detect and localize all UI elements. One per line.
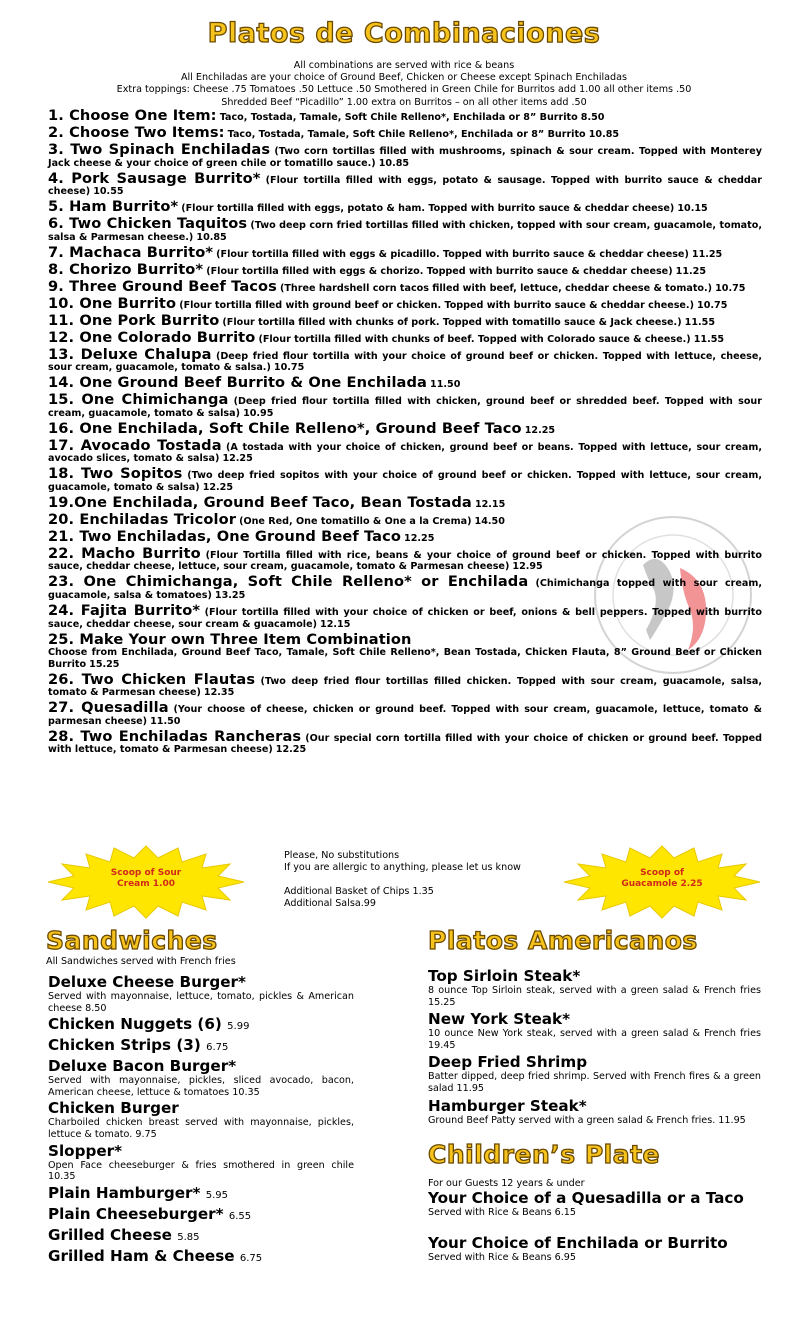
combo-price: 10.75 (715, 282, 746, 294)
combo-item (48, 169, 762, 198)
combo-item (48, 630, 762, 671)
combo-price: 12.25 (524, 424, 556, 436)
item-name (48, 1037, 354, 1056)
combo-name: 27. Quesadilla (48, 699, 169, 717)
combo-description: (Two deep fried flour tortillas filled chicken. Topped with sour cream, guacamole, salsa, tomato & Parmesan cheese) (48, 675, 762, 699)
menu-item (428, 968, 761, 1008)
menu-item (48, 1016, 354, 1035)
sandwiches-title: Sandwiches (46, 926, 218, 955)
menu-item (428, 1011, 761, 1051)
combo-price: 11.55 (684, 316, 716, 328)
combo-name: 9. Three Ground Beef Tacos (48, 277, 277, 295)
intro-notes (0, 60, 808, 109)
item-title: Slopper* (48, 1141, 123, 1160)
combo-name: 12. One Colorado Burrito (48, 328, 256, 346)
combo-name: 21. Two Enchiladas, One Ground Beef Taco (48, 527, 401, 545)
menu-item (48, 1206, 354, 1225)
menu-item (428, 1190, 761, 1219)
combo-description: (Your choose of cheese, chicken or ground beef. Topped with sour cream, guacamole, lettuce, tomato & parmesan cheese) (48, 704, 762, 727)
combo-item (48, 391, 762, 419)
combo-item (48, 465, 762, 493)
combo-price: 12.35 (203, 687, 235, 699)
combo-name: 8. Chorizo Burrito* (48, 260, 204, 278)
combo-price: 14.50 (474, 515, 505, 527)
item-name (428, 1235, 761, 1252)
americanos-title: Platos Americanos (428, 926, 698, 955)
menu-item (48, 1185, 354, 1204)
combo-description: (Flour Tortilla filled with rice, beans & your choice of ground beef or chicken. Topped with burrito sauce, cheddar cheese, lettuce, sour cream, guacamole, tomato & Parmesan cheese) (48, 549, 762, 573)
sour-cream-burst (46, 844, 246, 920)
combo-name: 19.One Enchilada, Ground Beef Taco, Bean Tostada (48, 493, 472, 511)
item-title: Chicken Strips (3) (48, 1036, 201, 1055)
combo-description: (Two deep fried sopitos with your choice of ground beef or chicken. Topped with lettuce, sour cream, guacamole, tomato & salsa) (48, 470, 762, 493)
combo-name: 6. Two Chicken Taquitos (48, 215, 248, 233)
combo-name: 18. Two Sopitos (48, 465, 183, 483)
combo-item (48, 419, 762, 437)
item-name (48, 1248, 354, 1267)
item-name (428, 1190, 761, 1207)
item-name (428, 1011, 761, 1028)
combo-description: (Flour tortilla filled with ground beef or chicken. Topped with burrito sauce & cheddar cheese.) (179, 299, 694, 311)
combo-price: 10.95 (243, 407, 274, 419)
item-title: Plain Hamburger* (48, 1183, 201, 1202)
item-name (48, 1058, 354, 1075)
menu-item (48, 1227, 354, 1246)
combo-name: 22. Macho Burrito (48, 544, 201, 562)
combo-price: 8.50 (580, 112, 605, 123)
item-description: 8 ounce Top Sirloin steak, served with a green salad & French fries 15.25 (428, 985, 761, 1008)
item-name (48, 1206, 354, 1225)
combo-item (48, 436, 762, 465)
item-title: Your Choice of a Quesadilla or a Taco (428, 1189, 744, 1207)
combo-price: 10.55 (93, 186, 124, 198)
combo-price: 12.25 (202, 481, 234, 493)
combo-name: 11. One Pork Burrito (48, 311, 220, 329)
item-description: Served with mayonnaise, pickles, sliced avocado, bacon, American cheese, lettuce & tomatoes 10.35 (48, 1075, 354, 1098)
menu-item (48, 1037, 354, 1056)
combo-description: (A tostada with your choice of chicken, ground beef or beans. Topped with lettuce, sour cream, avocado slices, tomato & salsa) (48, 441, 762, 465)
combo-description: (Three hardshell corn tacos filled with beef, lettuce, cheddar cheese & tomato.) (280, 282, 713, 294)
combo-item (48, 311, 762, 329)
combo-item (48, 345, 763, 374)
item-name (428, 1054, 761, 1071)
combo-name: 14. One Ground Beef Burrito & One Enchilada (48, 374, 427, 392)
combo-price: 13.25 (214, 590, 246, 601)
combo-price: 12.25 (404, 532, 435, 544)
item-title: Chicken Burger (48, 1099, 179, 1118)
combo-price: 10.85 (588, 128, 620, 140)
combination-list (48, 107, 763, 759)
combo-description: (One Red, One tomatillo & One a la Crema) (239, 515, 472, 527)
combo-item (48, 374, 762, 392)
intro-line: Shredded Beef “Picadillo” 1.00 extra on Burritos – on all other items add .50 (221, 96, 587, 108)
item-price: 6.55 (228, 1210, 252, 1222)
item-description: Served with Rice & Beans 6.95 (428, 1251, 577, 1263)
combo-name: 13. Deluxe Chalupa (48, 345, 212, 363)
combo-item (48, 699, 762, 727)
item-name (48, 1143, 354, 1160)
combo-price: 10.85 (196, 231, 227, 243)
item-description: Charboiled chicken breast served with mayonnaise, pickles, lettuce & tomato. 9.75 (48, 1117, 354, 1140)
combo-price: 10.75 (273, 362, 305, 374)
combo-description: (Flour tortilla filled with eggs & picadillo. Topped with burrito sauce & cheddar cheese) (216, 248, 689, 260)
combo-price: 12.25 (275, 744, 307, 756)
combo-price: 12.95 (512, 561, 543, 573)
combo-description: (Deep fried flour tortilla filled with chicken, ground beef or shredded beef. Topped with sour cream, guacamole, tomato & salsa) (48, 396, 762, 419)
note-line: Additional Salsa.99 (284, 898, 376, 909)
combo-name: 23. One Chimichanga, Soft Chile Relleno* or Enchilada (48, 573, 529, 591)
note-line: Additional Basket of Chips 1.35 (284, 886, 434, 897)
combo-description: Taco, Tostada, Tamale, Soft Chile Relleno*, Enchilada or 8” Burrito (227, 128, 586, 140)
intro-line: Extra toppings: Cheese .75 Tomatoes .50 Lettuce .50 Smothered in Green Chile for Burritos add 1.00 all other items .50 (116, 84, 692, 96)
sour-cream-label: Scoop of Sour Cream 1.00 (110, 868, 182, 889)
item-title: Top Sirloin Steak* (428, 967, 581, 985)
item-description: Served with mayonnaise, lettuce, tomato, pickles & American cheese 8.50 (48, 991, 354, 1014)
menu-item (48, 1143, 354, 1183)
item-title: Hamburger Steak* (428, 1096, 587, 1115)
guacamole-label: Scoop of Guacamole 2.25 (621, 868, 703, 889)
item-title: Chicken Nuggets (6) (48, 1015, 222, 1034)
item-description: Open Face cheeseburger & fries smothered in green chile 10.35 (48, 1159, 354, 1183)
combo-name: 2. Choose Two Items: (48, 123, 225, 141)
combo-item (48, 107, 762, 124)
menu-item (428, 1054, 761, 1094)
item-title: Your Choice of Enchilada or Burrito (428, 1233, 728, 1252)
item-title: Plain Cheeseburger* (48, 1204, 224, 1223)
item-name (48, 974, 354, 991)
combo-item (48, 123, 762, 141)
item-description: Ground Beef Patty served with a green salad & French fries. 11.95 (428, 1114, 746, 1126)
menu-item (48, 1248, 354, 1267)
combo-item (48, 601, 762, 630)
guacamole-burst (562, 844, 762, 920)
combo-name: 3. Two Spinach Enchiladas (48, 140, 271, 158)
combo-item (48, 544, 762, 573)
sandwiches-note: All Sandwiches served with French fries (46, 956, 236, 967)
note-line: If you are allergic to anything, please let us know (284, 862, 521, 873)
menu-item (428, 1098, 761, 1127)
childrens-note: For our Guests 12 years & under (428, 1178, 585, 1189)
item-title: Deluxe Cheese Burger* (48, 973, 246, 991)
item-name (48, 1016, 354, 1035)
combo-item (48, 294, 762, 312)
combo-description: (Flour tortilla filled with eggs, potato & ham. Topped with burrito sauce & cheddar cheese) (181, 203, 675, 215)
combo-item (48, 198, 762, 216)
combo-item (48, 215, 762, 243)
childrens-list (428, 1190, 761, 1263)
combo-description: (Flour tortilla filled with chunks of pork. Topped with tomatillo sauce & Jack cheese.) (222, 316, 682, 328)
combo-description: (Our special corn tortilla filled with your choice of chicken or ground beef. Topped with lettuce, tomato & Parmesan cheese) (48, 732, 762, 756)
item-title: Deep Fried Shrimp (428, 1053, 588, 1072)
sandwiches-list (48, 974, 354, 1267)
combo-item (48, 328, 762, 346)
intro-line: All Enchiladas are your choice of Ground Beef, Chicken or Cheese except Spinach Enchiladas (180, 72, 628, 84)
childrens-title: Children’s Plate (428, 1140, 661, 1169)
combo-item (48, 260, 762, 278)
item-name (428, 1098, 761, 1115)
combo-name: 20. Enchiladas Tricolor (48, 510, 236, 528)
item-name (48, 1100, 354, 1117)
combo-name: 28. Two Enchiladas Rancheras (48, 727, 302, 745)
combo-name: 5. Ham Burrito* (48, 198, 179, 216)
combo-name: 7. Machaca Burrito* (48, 243, 214, 261)
combo-price: 10.15 (677, 203, 708, 215)
item-description: Batter dipped, deep fried shrimp. Served with French fires & a green salad 11.95 (428, 1071, 761, 1094)
item-description: 10 ounce New York steak, served with a green salad & French fries 19.45 (428, 1028, 761, 1051)
combo-name: 17. Avocado Tostada (48, 436, 222, 454)
menu-item (48, 974, 354, 1014)
item-name (48, 1185, 354, 1204)
combo-description: (Flour tortilla filled with your choice of chicken or beef, onions & bell peppers. Topped with burrito sauce, cheddar cheese, sour cream & guacamole) (48, 606, 762, 630)
combo-item (48, 727, 762, 756)
combo-name: 26. Two Chicken Flautas (48, 670, 256, 688)
item-title: Deluxe Bacon Burger* (48, 1057, 237, 1076)
combo-price: 10.85 (378, 157, 410, 169)
menu-item (48, 1058, 354, 1098)
combo-description: (Two deep corn fried tortillas filled with chicken, topped with sour cream, guacamole, tomato, salsa & Parmesan cheese.) (48, 220, 762, 243)
americanos-list (428, 968, 761, 1126)
notes-block (284, 850, 521, 910)
note-line: Please, No substitutions (284, 850, 400, 861)
combo-item (48, 140, 762, 169)
combo-name: 15. One Chimichanga (48, 391, 229, 409)
combo-item (48, 510, 762, 528)
combo-description: Choose from Enchilada, Ground Beef Taco, Tamale, Soft Chile Relleno*, Bean Tostada, Chicken Flauta, 8” Ground Beef or Chicken Burrito (48, 647, 762, 670)
combo-description: (Flour tortilla filled with eggs & chorizo. Topped with burrito sauce & cheddar cheese) (206, 265, 673, 277)
combo-item (48, 277, 762, 295)
combo-description: (Flour tortilla filled with chunks of beef. Topped with Colorado sauce & cheese.) (258, 333, 691, 345)
combo-name: 25. Make Your own Three Item Combination (48, 630, 412, 648)
combo-price: 12.25 (222, 453, 253, 465)
item-price: 6.75 (206, 1042, 229, 1054)
combo-name: 24. Fajita Burrito* (48, 601, 201, 619)
combo-name: 4. Pork Sausage Burrito* (48, 169, 261, 187)
item-description: Served with Rice & Beans 6.15 (428, 1207, 577, 1218)
combo-name: 16. One Enchilada, Soft Chile Relleno*, Ground Beef Taco (48, 419, 522, 437)
item-price: 5.95 (205, 1189, 229, 1201)
menu-item (428, 1235, 761, 1264)
combo-price: 11.50 (430, 379, 461, 391)
item-price: 5.85 (177, 1231, 200, 1243)
combo-price: 11.50 (150, 715, 181, 727)
combo-item (48, 527, 762, 545)
combo-description: (Flour tortilla filled with eggs, potato & sausage. Topped with burrito sauce & cheddar cheese) (48, 174, 762, 198)
combo-price: 11.55 (693, 333, 725, 345)
item-name (48, 1227, 354, 1246)
combo-description: (Two corn tortillas filled with mushrooms, spinach & sour cream. Topped with Monterey Jack cheese & your choice of green chile or tomatillo sauce.) (48, 145, 762, 169)
item-title: Grilled Cheese (48, 1225, 172, 1244)
combo-item (48, 670, 762, 699)
combo-price: 11.25 (675, 265, 707, 277)
combo-price: 15.25 (89, 658, 120, 670)
item-name (428, 968, 761, 985)
combo-item (48, 493, 762, 511)
combo-description: (Chimichanga topped with sour cream, guacamole, salsa & tomatoes) (48, 578, 762, 601)
item-price: 5.99 (227, 1021, 250, 1033)
intro-line: All combinations are served with rice & beans (293, 60, 515, 71)
combo-price: 10.75 (697, 299, 728, 311)
combo-item (48, 243, 762, 261)
item-title: New York Steak* (428, 1010, 571, 1029)
combo-description: Taco, Tostada, Tamale, Soft Chile Relleno*, Enchilada or 8” Burrito (219, 112, 578, 123)
combo-price: 11.25 (691, 248, 723, 260)
note-spacer (284, 874, 521, 886)
page-title: Platos de Combinaciones (207, 18, 601, 49)
item-title: Grilled Ham & Cheese (48, 1246, 235, 1265)
combo-price: 12.15 (474, 498, 506, 510)
combo-item (48, 573, 762, 601)
combo-price: 12.15 (320, 618, 351, 630)
menu-item (48, 1100, 354, 1140)
combo-name: 10. One Burrito (48, 294, 177, 312)
combo-name: 1. Choose One Item: (48, 107, 217, 124)
combo-description: (Deep fried flour tortilla with your choice of ground beef or chicken. Topped with lettuce, cheese, sour cream, guacamole, tomato & salsa.) (48, 350, 763, 374)
item-price: 6.75 (239, 1252, 263, 1264)
